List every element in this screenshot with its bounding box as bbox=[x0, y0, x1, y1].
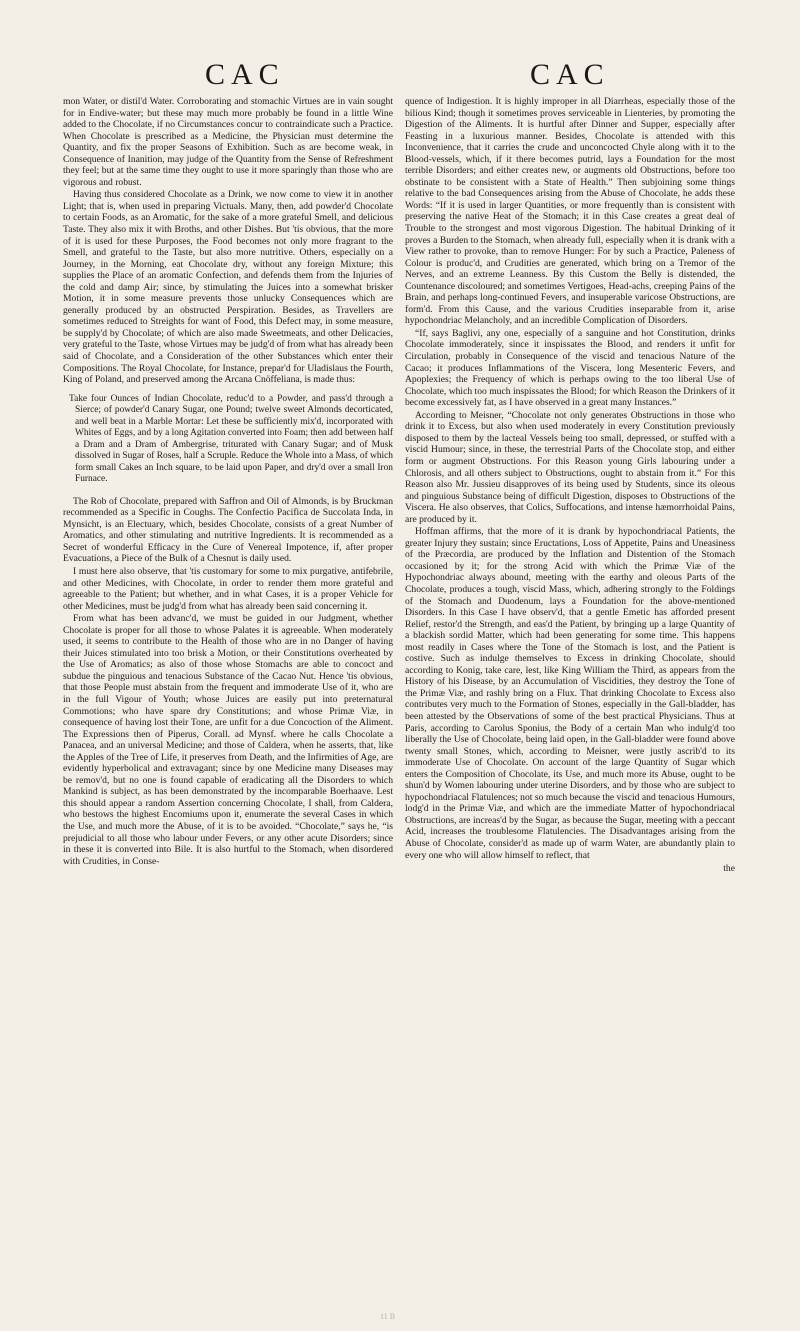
paragraph: I must here also observe, that 'tis customary for some to mix purgative, antifebrile, and other Medicines, with Chocolate, in order to render them more grateful and agreeable to the Patient; but whether, and in what Cases, it is a proper Vehicle for other Medicines, must be judg'd from what has already been said concerning it. bbox=[63, 565, 393, 612]
paragraph: According to Meisner, “Chocolate not only generates Obstructions in those who drink it to Excess, but also when used moderately in every Constitution previously disposed to them by the lacteal Vessels being too small, depressed, or stuffed with a viscid Humour; since, in these, the terrestrial Parts of the Chocolate stop, and either form or augment Obstructions. For this Reason young Girls labouring under a Chlorosis, and all others subject to Obstructions, ought to abstain from it.” For this Reason also Mr. Jussieu disapproves of its being used by Students, since its oleous and pinguious Substance being of difficult Digestion, disposes to Obstructions of the Viscera. He also observes, that Colics, Suffocations, and intense hæmorrhoidal Pains, are produced by it. bbox=[405, 409, 735, 525]
left-column bbox=[63, 96, 393, 1306]
catchword: the bbox=[723, 863, 735, 875]
recipe-block: Take four Ounces of Indian Chocolate, reduc'd to a Powder, and pass'd through a Sierce; of powder'd Canary Sugar, one Pound; twelve sweet Almonds decorticated, and well beat in a Marble Mortar: Let these be sufficiently mix'd, incorporated with Whites of Eggs, and by a long Agitation converted into Foam; then add between half a Dram and a Dram of Ambergrise, triturated with Canary Sugar; and of Musk dissolved in Sugar of Roses, half a Scruple. Reduce the Whole into a Mass, of which form small Cakes an Inch square, to be laid upon Paper, and dry'd over a small Iron Furnace. bbox=[69, 393, 393, 485]
header-right: CAC bbox=[530, 58, 610, 91]
header-left: CAC bbox=[205, 58, 285, 91]
paragraph: From what has been advanc'd, we must be guided in our Judgment, whether Chocolate is proper for all those to whose Palates it is agreeable. When moderately used, it seems to contribute to the Health of those who are in no Danger of having their Juices stimulated into too brisk a Motion, or their Constitutions overheated by the Use of Aromatics; as also of those whose Stomachs are able to concoct and subdue the pinguious and tenacious Substance of the Cacao Nut. Hence 'tis obvious, that those People must abstain from the frequent and immoderate Use of it, who are in the full Vigour of Youth; whose Juices are easily put into preternatural Commotions; who have spare dry Constitutions; and whose Primæ Viæ, in consequence of having lost their Tone, are unfit for a due Concoction of the Aliment. The Expressions then of Piperus, Corall. ad Mynsf. where he calls Chocolate a Panacea, and an universal Medicine; and those of Caldera, when he asserts, that, like the Apples of the Tree of Life, it preserves from Death, and the Infirmities of Age, are evidently hyperbolical and extravagant; since by one Medicine many Diseases may be remov'd, but no one is found capable of eradicating all the Disorders to which Mankind is subject, as has been demonstrated by the incomparable Boerhaave. Lest this should appear a random Assertion concerning Chocolate, I shall, from Caldera, who bestows the highest Encomiums upon it, enumerate the several Cases in which the Use, and much more the Abuse, of it is to be avoided. “Chocolate,” says he, “is prejudicial to all those who labour under Fevers, or any other acute Disorders; since in these it is converted into Bile. It is also hurtful to the Stomach, when disordered with Crudities, in Conse- bbox=[63, 613, 393, 867]
signature-mark: 11 B bbox=[380, 1312, 396, 1321]
paragraph: mon Water, or distil'd Water. Corroborating and stomachic Virtues are in vain sought for in Endive-water; but these may much more probably be found in a little Wine added to the Chocolate, if no Circumstances concur to contraindicate such a Practice. When Chocolate is prescribed as a Medicine, the Physician must determine the Quantity, and fix the proper Seasons of Exhibition. Such as are become weak, in Consequence of Inanition, may judge of the Quantity from the Sense of Refreshment they feel; but at the same time they ought to use it more sparingly than those who are vigorous and robust. bbox=[63, 96, 393, 188]
paragraph: quence of Indigestion. It is highly improper in all Diarrheas, especially those of the bilious Kind; though it sometimes proves serviceable in Lienteries, by promoting the Digestion of the Aliments. It is hurtful after Dinner and Supper, especially after Feasting in a luxurious manner. Besides, Chocolate is attended with this Inconvenience, that it carries the crude and unconcocted Chyle along with it to the Blood-vessels, which, if it there becomes putrid, lays a Foundation for the most terrible Disorders; and either creates new, or augments old Obstructions, before too obstinate to be consistent with a State of Health.” Then subjoining some things relative to the bad Consequences arising from the Abuse of Chocolate, he adds these Words: “If it is used in larger Quantities, or more frequently than is consistent with preserving the native Heat of the Stomach; it in this Case creates a great deal of Trouble to the strongest and most vigorous Digestion. The habitual Drinking of it proves a Burden to the Stomach, when already full, especially when it is drank with a View rather to provoke, than to remove Hunger: For by such a Practice, Paleness of Colour is produc'd, and Crudities are generated, which bring on a Tremor of the Nerves, and an extreme Leanness. By this Custom the Belly is distended, the Countenance discoloured; and sometimes Vertigoes, Head-achs, creeping Pains of the Brain, and perhaps long-continued Fevers, and insuperable varicose Obstructions, are form'd. From this Cause, and the various Crudities inseparable from it, arise hypochondriac Melancholy, and an incredible Complication of Disorders. bbox=[405, 96, 735, 327]
paragraph: Having thus considered Chocolate as a Drink, we now come to view it in another Light; that is, when used in preparing Victuals. Many, then, add powder'd Chocolate to certain Foods, as an Aromatic, for the sake of a more grateful Smell, and delicious Taste. They also mix it with Broths, and other Dishes. But 'tis obvious, that the more of it is used for these Purposes, the Food becomes not only more fragrant to the Smell, and grateful to the Taste, but also more nutritive. Others, especially on a Journey, in the Morning, eat Chocolate dry, without any foreign Mixture; this supplies the Place of an aromatic Confection, and defends them from the Injuries of the cold and damp Air; since, by stimulating the Juices into a somewhat brisker Motion, it in some measure prevents those unlucky Consequences which are generally produced by an obstructed Perspiration. Besides, as Travellers are sometimes reduced to Streights for want of Food, this Defect may, in some measure, be supply'd by Chocolate; of which are also made Sweetmeats, and other Delicacies, very grateful to the Taste, whose Virtues may be judg'd of from what has already been said of Chocolate, and a Consideration of the other Substances which enter their Compositions. The Royal Chocolate, for Instance, prepar'd for Uladislaus the Fourth, King of Poland, and preserved among the Arcana Cnöffeliana, is made thus: bbox=[63, 189, 393, 386]
paragraph: The Rob of Chocolate, prepared with Saffron and Oil of Almonds, is by Bruckman recommended as a Specific in Coughs. The Confectio Pacifica de Succolata Inda, in Mynsicht, is an Electuary, which, besides Chocolate, consists of a great Number of Aromatics, and other stimulating and nutritive Ingredients. It is recommended as a Secret of wonderful Efficacy in the Cure of Venereal Impotence, if, after proper Evacuations, a Piece of the Bulk of a Chesnut is daily used. bbox=[63, 495, 393, 565]
paragraph: Hoffman affirms, that the more of it is drank by hypochondriacal Patients, the greater Injury they sustain; since Eructations, Loss of Appetite, Pains and Uneasiness of the Præcordia, are produced by the Inflation and Distention of the Stomach occasioned by it; for the strong Acid with which the Primæ Viæ of the Hypochondriac always abound, meeting with the earthy and oleous Parts of the Chocolate, produces a tough, viscid Mass, which, adhering strongly to the Foldings of the Stomach and Duodenum, lays a Foundation for the above-mentioned Disorders. In this Case I have observ'd, that a gentle Emetic has afforded present Relief, restor'd the Strength, and eas'd the Patient, by bringing up a large Quantity of a blackish sordid Matter, which had been generating for some time. This happens most readily in Cases where the Tone of the Stomach is lost, and the Patient is costive. Such as indulge themselves to Excess in drinking Chocolate, should according to Konig, take care, lest, like King William the Third, as appears from the History of his Disease, by an Accumulation of Viscidities, they destroy the Tone of the Primæ Viæ, and rashly bring on a Flux. That drinking Chocolate to Excess also contributes very much to the Formation of Stones, especially in the Gall-bladder, has been attested by the Observations of some of the best practical Physicians. Thus at Paris, according to Carolus Sponius, the Body of a certain Man who indulg'd too liberally the Use of Chocolate, being laid open, in the Gall-bladder were found above twenty small Stones, which, according to Meisner, were justly ascrib'd to its immoderate Use of Chocolate. On account of the large Quantity of Sugar which enters the Composition of Chocolate, its Use, and much more its Abuse, ought to be shun'd by Women labouring under uterine Disorders, and by those who are subject to hypochondriacal Flatulences; not so much because the viscid and tenacious Humours, lodg'd in the Primæ Viæ, and which are the immediate Matter of hypochondriacal Obstructions, are increas'd by the Sugar, as because the Sugar, meeting with a peccant Acid, increases the troublesome Flatulencies. The Disadvantages arising from the Abuse of Chocolate, consider'd as made up of warm Water, are abundantly plain to every one who will allow himself to reflect, that bbox=[405, 526, 735, 861]
right-column bbox=[405, 96, 735, 1306]
running-head bbox=[0, 58, 800, 98]
paragraph: “If, says Baglivi, any one, especially of a sanguine and hot Constitution, drinks Chocolate immoderately, since it inspissates the Blood, and renders it unfit for Circulation, probably in Consequence of the viscid and tenacious Nature of the Cacao; it produces Inflammations of the Viscera, long Mesenteric Fevers, and Apoplexies; the Frequency of which is perhaps owing to the too liberal Use of Chocolate, which too much inspissates the Blood; for which Reason the Drinkers of it become excessively fat, as I have observed in a great many Instances.” bbox=[405, 327, 735, 409]
